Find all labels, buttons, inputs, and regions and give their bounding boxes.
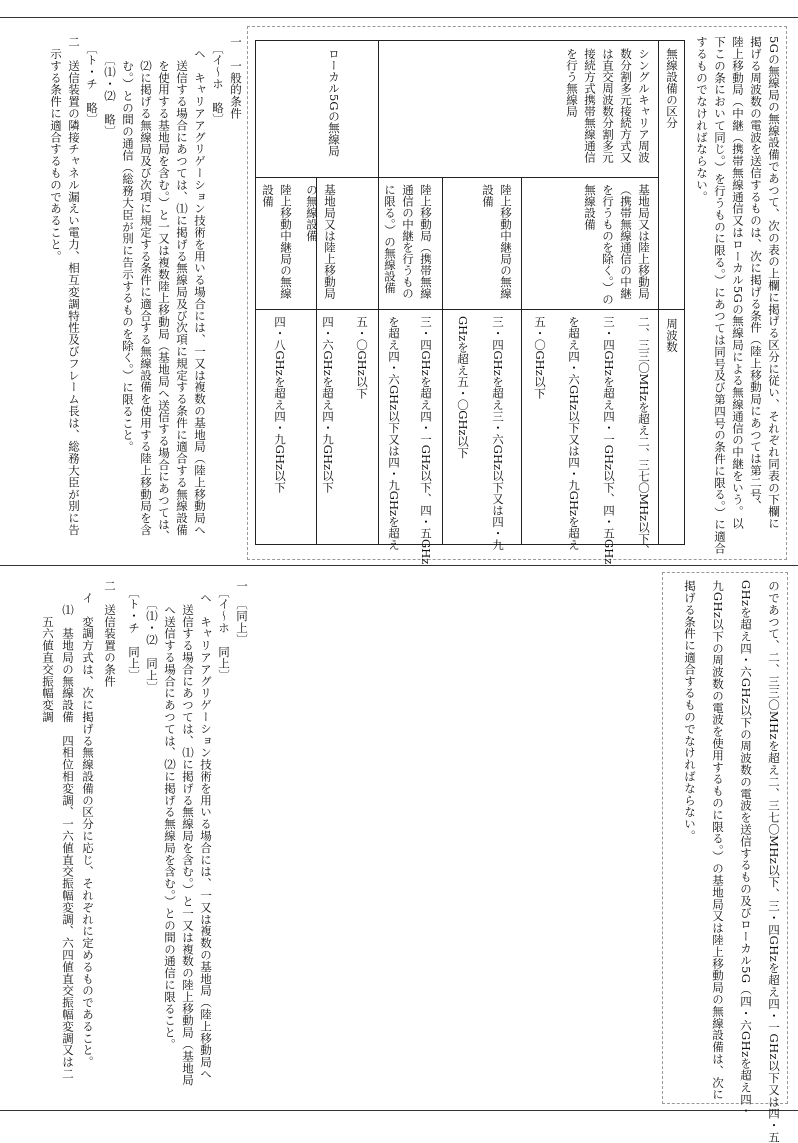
intro-line-4: 下この条において同じ。）を行うものに限る。）にあつては同号及び第四号の条件に限る。）に適合 bbox=[713, 36, 727, 555]
table-header-category: 無線設備の区分 bbox=[665, 48, 679, 129]
bottom-cond-7: 〔ト・チ 同上〕 bbox=[127, 580, 141, 682]
bottom-cond-1: 一 〔同上〕 bbox=[235, 580, 249, 646]
top-cond-10: 二 送信装置の隣接チャネル漏えい電力、相互変調特性及びフレーム長は、総務大臣が別に告 bbox=[67, 36, 81, 536]
g1r3-freq-3: 五・〇GHz以下 bbox=[355, 316, 369, 399]
bottom-cond-11: 五六値直交振幅変調 bbox=[41, 580, 55, 723]
top-cond-9: 〔ト・チ 略〕 bbox=[85, 36, 99, 126]
bottom-cond-9: イ 変調方式は、次に掲げる無線設備の区分に応じ、それぞれに定めるものであること。 bbox=[81, 580, 95, 1068]
bottom-box-line-4: 掲げる条件に適合するものでなければならない。 bbox=[683, 580, 697, 842]
g1r1-freq-4: 五・〇GHz以下 bbox=[533, 316, 547, 399]
bottom-box-line-3: 九GHz以下の周波数の電波を使用するものに限る。）の基地局又は陸上移動局の無線設備は、次に bbox=[711, 580, 725, 1101]
g1r1-sub-3: を行うものを除く。）の bbox=[601, 184, 615, 305]
table-header-frequency: 周波数 bbox=[665, 318, 679, 353]
top-cond-1: 一 一般的条件 bbox=[229, 36, 243, 120]
bottom-cond-4: 送信する場合にあつては、⑴に掲げる無線局を含む。）と一又は複数の陸上移動局（基地局 bbox=[181, 580, 195, 1086]
group1-label-2: 数分割多元接続方式又 bbox=[619, 48, 633, 163]
bottom-rule bbox=[0, 1110, 798, 1111]
bottom-box-line-1: のであつて、二、三三〇MHzを超え二、三七〇MHz以下、三・四GHzを超え四・一GHz以下又は四・五 bbox=[767, 580, 781, 1143]
top-cond-7: む。）との間の通信（総務大臣が別に告示するものを除く。）に限ること。 bbox=[121, 36, 135, 453]
g1r2-freq-2: GHzを超え五・〇GHz以下 bbox=[456, 316, 470, 459]
g2r1-sub-2: の無線設備 bbox=[305, 184, 319, 242]
top-cond-11: 示する条件に適合するものであること。 bbox=[49, 36, 63, 263]
g1r1-freq-3: を超え四・六GHz以下又は四・九GHzを超え bbox=[567, 316, 581, 551]
g2r1-freq: 四・六GHzを超え四・九GHz以下 bbox=[321, 316, 335, 494]
g1r2-freq-1: 三・四GHzを超え三・六GHz以下又は四・九 bbox=[491, 316, 505, 551]
g1r1-sub-2: （携帯無線通信の中継 bbox=[619, 184, 633, 299]
top-cond-2: 〔イ〜ホ 略〕 bbox=[211, 36, 225, 126]
bottom-box-line-2: GHzを超え四・六GHz以下の周波数の電波を送信するもの及びローカル5G（四・六GHzを超え四・ bbox=[739, 580, 753, 1118]
intro-line-1: 5Gの無線局の無線設備であつて、次の表の上欄に掲げる区分に従い、それぞれ同表の下欄に bbox=[767, 36, 781, 530]
intro-line-3: 陸上移動局（中継（携帯無線通信又はローカル5Gの無線局による無線通信の中継をいう。以 bbox=[731, 36, 745, 530]
bottom-cond-8: 二 送信装置の条件 bbox=[103, 580, 117, 688]
g1r1-sub-4: 無線設備 bbox=[583, 184, 597, 230]
g2r2-sub-2: 設備 bbox=[261, 184, 275, 207]
bottom-cond-10: ⑴ 基地局の無線設備 四相位相変調、一六値直交振幅変調、六四値直交振幅変調又は二 bbox=[61, 580, 75, 1080]
g1r2-sub-1: 陸上移動中継局の無線 bbox=[499, 184, 513, 299]
top-cond-5: を使用する基地局を含む。）と一又は複数陸上移動局（基地局へ送信する場合にあつては、 bbox=[157, 36, 171, 542]
middle-rule bbox=[0, 565, 798, 566]
top-cond-3: ヘ キャリアアグリゲーション技術を用いる場合には、一又は複数の基地局（陸上移動局へ bbox=[193, 36, 207, 536]
g1r3-freq-2: を超え四・六GHz以下又は四・九GHzを超え bbox=[387, 316, 401, 551]
bottom-cond-2: 〔イ〜ホ 同上〕 bbox=[217, 580, 231, 682]
g1r1-freq-1: 二、三三〇MHzを超え二、三七〇MHz以下、 bbox=[637, 316, 651, 556]
group1-label-3: は直交周波数分割多元 bbox=[601, 48, 615, 163]
top-rule bbox=[0, 17, 798, 18]
intro-line-5: するものでなければならない。 bbox=[695, 36, 709, 203]
g1r2-sub-2: 設備 bbox=[481, 184, 495, 207]
g2r2-freq: 四・八GHzを超え四・九GHz以下 bbox=[273, 316, 287, 494]
bottom-cond-6: 〔⑴・⑵ 同上〕 bbox=[145, 580, 159, 694]
g1r1-freq-2: 三・四GHzを超え四・一GHz以下、四・五GHz bbox=[602, 316, 616, 565]
group1-label-4: 接続方式携帯無線通信 bbox=[583, 48, 597, 163]
top-cond-4: 送信する場合にあつては、⑴に掲げる無線局及び次項に規定する条件に適合する無線設備 bbox=[175, 36, 189, 536]
g1r3-sub-1: 陸上移動局（携帯無線 bbox=[419, 184, 433, 299]
top-cond-8: 〔⑴・⑵ 略〕 bbox=[103, 36, 117, 138]
g1r1-sub-1: 基地局又は陸上移動局 bbox=[637, 184, 651, 299]
intro-line-2: 掲げる周波数の電波を送信するものは、次に掲げる条件（陸上移動局にあつては第二号、 bbox=[749, 36, 763, 512]
g1r3-sub-2: 通信の中継を行うもの bbox=[401, 184, 415, 299]
g1r3-freq-1: 三・四GHzを超え四・一GHz以下、四・五GHz bbox=[419, 316, 433, 565]
group2-label: ローカル5Gの無線局 bbox=[327, 48, 341, 157]
g2r2-sub-1: 陸上移動中継局の無線 bbox=[279, 184, 293, 299]
top-cond-6: ⑵に掲げる無線局及び次項に規定する条件に適合する無線設備を使用する陸上移動局を含 bbox=[139, 36, 153, 536]
g2r1-sub-1: 基地局又は陸上移動局 bbox=[323, 184, 337, 299]
group1-label-5: を行う無線局 bbox=[565, 48, 579, 117]
group1-label-1: シングルキャリア周波 bbox=[637, 48, 651, 163]
bottom-cond-5: へ送信する場合にあつては、⑵に掲げる無線局を含む。）との間の通信に限ること。 bbox=[163, 580, 177, 1051]
g1r3-sub-3: に限る。）の無線設備 bbox=[383, 184, 397, 294]
bottom-cond-3: ヘ キャリアアグリゲーション技術を用いる場合には、一又は複数の基地局（陸上移動局へ bbox=[199, 580, 213, 1080]
